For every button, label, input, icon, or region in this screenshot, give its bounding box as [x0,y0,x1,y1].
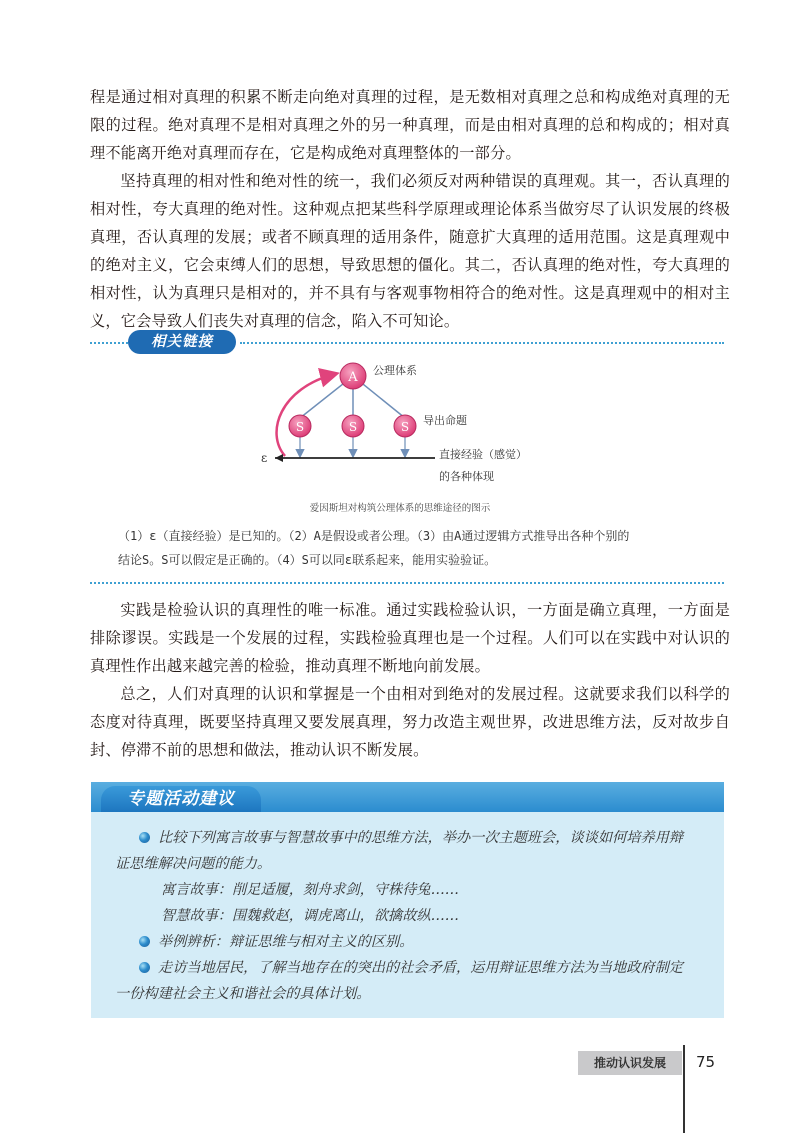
label-epsilon: ε [261,451,268,465]
label-direct-experience: 直接经验（感觉） [439,448,527,461]
activity-box [91,782,724,1018]
svg-text:S: S [295,420,305,434]
paragraph-4: 总之，人们对真理的认识和掌握是一个由相对到绝对的发展过程。这就要求我们以科学的态度对待真理，既要坚持真理又要发展真理，努力改造主观世界，改进思维方法，反对故步自封、停滞不前的思想和做法，推动认识不断发展。 [90,685,730,759]
diagram-notes [118,524,718,572]
activity-title: 专题活动建议 [101,786,261,812]
notes-line-1: （1）ε（直接经验）是已知的。（2）A是假设或者公理。（3）由A通过逻辑方式推导出各种个别的 [118,529,630,543]
related-link-tag: 相关链接 [128,330,236,354]
paragraph-2: 坚持真理的相对性和绝对性的统一，我们必须反对两种错误的真理观。其一，否认真理的相对性，夸大真理的绝对性。这种观点把某些科学原理或理论体系当做穷尽了认识发展的终极真理，否认真理的发展；或者不顾真理的适用条件，随意扩大真理的适用范围。这是真理观中的绝对主义，它会束缚人们的思想，导致思想的僵化。其二，否认真理的绝对性，夸大真理的相对性，认为真理只是相对的，并不具有与客观事物相符合的绝对性。这是真理观中的相对主义，它会导致人们丧失对真理的信念，陷入不可知论。 [90,172,730,330]
chapter-label: 推动认识发展 [578,1051,682,1075]
label-derived-propositions: 导出命题 [423,414,467,427]
page-number: 75 [696,1053,716,1071]
link-divider-bottom [90,582,724,584]
activity-item-2: 举例辨析：辩证思维与相对主义的区别。 [139,932,413,952]
svg-text:S: S [400,420,410,434]
bullet-icon [139,936,150,947]
notes-line-2: 结论S。S可以假定是正确的。（4）S可以同ε联系起来，能用实验验证。 [118,553,497,567]
curve-arrow [277,374,335,456]
footer-rule [683,1045,685,1133]
bullet-icon [139,832,150,843]
activity-item-1: 比较下列寓言故事与智慧故事中的思维方法，举办一次主题班会，谈谈如何培养用辩 [139,828,683,848]
activity-header [91,782,724,812]
label-axiom-system: 公理体系 [373,364,417,377]
paragraph-3: 实践是检验认识的真理性的唯一标准。通过实践检验认识，一方面是确立真理，一方面是排除谬误。实践是一个发展的过程，实践检验真理也是一个过程。人们可以在实践中对认识的真理性作出越来越完善的检验，推动真理不断地向前发展。 [90,601,730,675]
svg-text:S: S [348,420,358,434]
svg-text:A: A [348,370,358,385]
activity-item-3-cont: 一份构建社会主义和谐社会的具体计划。 [115,986,371,1002]
fable-stories: 寓言故事：削足适履，刻舟求剑，守株待兔…… [161,882,459,898]
activity-item-3: 走访当地居民，了解当地存在的突出的社会矛盾，运用辩证思维方法为当地政府制定 [139,958,683,978]
link-divider-right [240,342,724,344]
activity-item-1-cont: 证思维解决问题的能力。 [115,856,272,872]
label-manifestations: 的各种体现 [439,470,494,483]
wisdom-stories: 智慧故事：围魏救赵，调虎离山，欲擒故纵…… [161,908,459,924]
link-divider-left [90,342,128,344]
axiom-system-diagram [255,358,555,486]
paragraph-1: 程是通过相对真理的积累不断走向绝对真理的过程，是无数相对真理之总和构成绝对真理的无限的过程。绝对真理不是相对真理之外的另一种真理，而是由相对真理的总和构成的；相对真理不能离开绝对真理而存在，它是构成绝对真理整体的一部分。 [90,88,730,162]
diagram-caption: 爱因斯坦对构筑公理体系的思维途径的图示 [309,503,491,514]
bullet-icon [139,962,150,973]
